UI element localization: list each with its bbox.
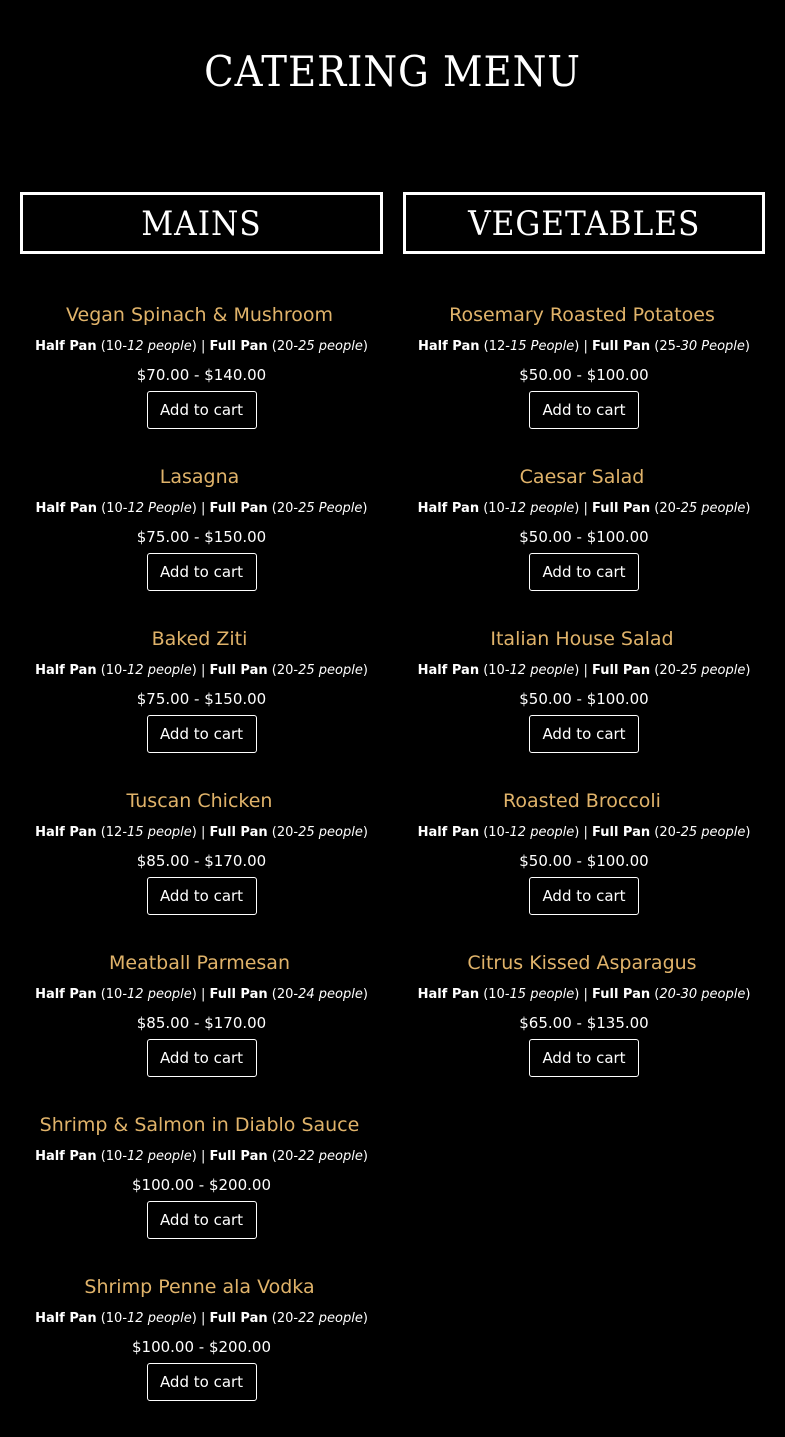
full-pan-label: Full Pan bbox=[209, 1311, 268, 1326]
add-to-cart-button[interactable]: Add to cart bbox=[147, 1363, 257, 1401]
half-pan-label: Half Pan bbox=[35, 1311, 97, 1326]
full-pan-label: Full Pan bbox=[592, 663, 651, 678]
vegetables-column bbox=[403, 192, 765, 1113]
half-pan-label: Half Pan bbox=[35, 825, 97, 840]
add-to-cart-button[interactable]: Add to cart bbox=[529, 715, 639, 753]
add-to-cart-button[interactable]: Add to cart bbox=[147, 877, 257, 915]
item-name[interactable]: Roasted Broccoli bbox=[503, 790, 661, 812]
half-pan-label: Half Pan bbox=[35, 663, 97, 678]
item-sizes: Half Pan (10-12 people) | Full Pan (20-22 people) bbox=[35, 1149, 368, 1164]
add-to-cart-button[interactable]: Add to cart bbox=[529, 877, 639, 915]
item-sizes: Half Pan (12-15 People) | Full Pan (25-30 People) bbox=[418, 339, 750, 354]
section-header-mains bbox=[20, 192, 383, 254]
item-sizes: Half Pan (10-15 people) | Full Pan (20-30 people) bbox=[417, 987, 751, 1002]
add-to-cart-button[interactable]: Add to cart bbox=[529, 1039, 639, 1077]
item-price: $100.00 - $200.00 bbox=[131, 1338, 271, 1356]
half-pan-label: Half Pan bbox=[418, 339, 480, 354]
item-sizes: Half Pan (10-12 people) | Full Pan (20-25 people) bbox=[35, 663, 368, 678]
full-pan-label: Full Pan bbox=[209, 339, 268, 354]
add-to-cart-button[interactable]: Add to cart bbox=[529, 391, 639, 429]
menu-item bbox=[20, 1275, 383, 1437]
half-pan-label: Half Pan bbox=[417, 663, 480, 678]
menu-item bbox=[403, 951, 765, 1113]
separator: | bbox=[579, 339, 592, 354]
menu-item bbox=[20, 951, 383, 1113]
full-pan-label: Full Pan bbox=[592, 987, 651, 1002]
menu-item bbox=[403, 465, 765, 627]
item-name[interactable]: Shrimp & Salmon in Diablo Sauce bbox=[39, 1114, 360, 1136]
separator: | bbox=[579, 987, 592, 1002]
item-name[interactable]: Italian House Salad bbox=[490, 628, 674, 650]
separator: | bbox=[196, 663, 210, 678]
item-name[interactable]: Baked Ziti bbox=[151, 628, 248, 650]
half-pan-label: Half Pan bbox=[417, 825, 480, 840]
item-name[interactable]: Meatball Parmesan bbox=[109, 952, 290, 974]
half-pan-label: Half Pan bbox=[35, 501, 97, 516]
item-price: $50.00 - $100.00 bbox=[519, 690, 649, 708]
item-sizes: Half Pan (12-15 people) | Full Pan (20-25 people) bbox=[35, 825, 368, 840]
half-pan-label: Half Pan bbox=[35, 1149, 97, 1164]
section-header-vegetables bbox=[403, 192, 765, 254]
item-sizes: Half Pan (10-12 people) | Full Pan (20-25 people) bbox=[35, 339, 368, 354]
add-to-cart-button[interactable]: Add to cart bbox=[529, 553, 639, 591]
menu-item bbox=[403, 789, 765, 951]
mains-column bbox=[20, 192, 383, 1437]
item-price: $85.00 - $170.00 bbox=[136, 852, 267, 870]
mains-item-list bbox=[20, 303, 383, 1437]
add-to-cart-button[interactable]: Add to cart bbox=[147, 553, 257, 591]
item-sizes: Half Pan (10-12 people) | Full Pan (20-25 people) bbox=[417, 825, 751, 840]
menu-item bbox=[403, 303, 765, 465]
section-title: MAINS bbox=[141, 204, 262, 244]
full-pan-label: Full Pan bbox=[592, 825, 651, 840]
item-name[interactable]: Rosemary Roasted Potatoes bbox=[449, 304, 715, 326]
menu-item bbox=[20, 465, 383, 627]
item-price: $70.00 - $140.00 bbox=[136, 366, 267, 384]
menu-item bbox=[20, 627, 383, 789]
half-pan-label: Half Pan bbox=[35, 339, 97, 354]
item-price: $100.00 - $200.00 bbox=[131, 1176, 271, 1194]
item-sizes: Half Pan (10-12 people) | Full Pan (20-25 people) bbox=[417, 663, 751, 678]
half-pan-label: Half Pan bbox=[417, 987, 480, 1002]
vegetables-item-list bbox=[403, 303, 765, 1113]
item-sizes: Half Pan (10-12 people) | Full Pan (20-22 people) bbox=[35, 1311, 368, 1326]
item-name[interactable]: Lasagna bbox=[159, 466, 240, 488]
item-price: $75.00 - $150.00 bbox=[136, 690, 267, 708]
menu-item bbox=[403, 627, 765, 789]
item-price: $75.00 - $150.00 bbox=[136, 528, 267, 546]
menu-item bbox=[20, 1113, 383, 1275]
separator: | bbox=[196, 339, 210, 354]
half-pan-label: Half Pan bbox=[417, 501, 480, 516]
item-price: $85.00 - $170.00 bbox=[136, 1014, 267, 1032]
full-pan-label: Full Pan bbox=[209, 1149, 268, 1164]
item-name[interactable]: Vegan Spinach & Mushroom bbox=[66, 304, 333, 326]
item-price: $50.00 - $100.00 bbox=[519, 528, 649, 546]
item-name[interactable]: Caesar Salad bbox=[519, 466, 645, 488]
section-title: VEGETABLES bbox=[467, 204, 701, 244]
separator: | bbox=[196, 1149, 210, 1164]
item-name[interactable]: Tuscan Chicken bbox=[126, 790, 273, 812]
separator: | bbox=[196, 1311, 210, 1326]
menu-item bbox=[20, 789, 383, 951]
full-pan-label: Full Pan bbox=[592, 501, 651, 516]
full-pan-label: Full Pan bbox=[209, 825, 268, 840]
item-sizes: Half Pan (10-12 People) | Full Pan (20-25 People) bbox=[35, 501, 368, 516]
item-price: $50.00 - $100.00 bbox=[519, 852, 649, 870]
add-to-cart-button[interactable]: Add to cart bbox=[147, 715, 257, 753]
full-pan-label: Full Pan bbox=[209, 663, 268, 678]
item-sizes: Half Pan (10-12 people) | Full Pan (20-25 people) bbox=[417, 501, 751, 516]
separator: | bbox=[579, 663, 592, 678]
separator: | bbox=[196, 501, 210, 516]
half-pan-label: Half Pan bbox=[35, 987, 97, 1002]
separator: | bbox=[579, 825, 592, 840]
menu-item bbox=[20, 303, 383, 465]
add-to-cart-button[interactable]: Add to cart bbox=[147, 1039, 257, 1077]
full-pan-label: Full Pan bbox=[209, 987, 268, 1002]
full-pan-label: Full Pan bbox=[592, 339, 651, 354]
separator: | bbox=[196, 987, 210, 1002]
item-price: $65.00 - $135.00 bbox=[519, 1014, 649, 1032]
item-name[interactable]: Citrus Kissed Asparagus bbox=[467, 952, 697, 974]
item-sizes: Half Pan (10-12 people) | Full Pan (20-24 people) bbox=[35, 987, 368, 1002]
add-to-cart-button[interactable]: Add to cart bbox=[147, 1201, 257, 1239]
separator: | bbox=[196, 825, 210, 840]
item-name[interactable]: Shrimp Penne ala Vodka bbox=[84, 1276, 315, 1298]
page-title: CATERING MENU bbox=[204, 47, 581, 96]
item-price: $50.00 - $100.00 bbox=[519, 366, 649, 384]
separator: | bbox=[579, 501, 592, 516]
add-to-cart-button[interactable]: Add to cart bbox=[147, 391, 257, 429]
full-pan-label: Full Pan bbox=[209, 501, 268, 516]
